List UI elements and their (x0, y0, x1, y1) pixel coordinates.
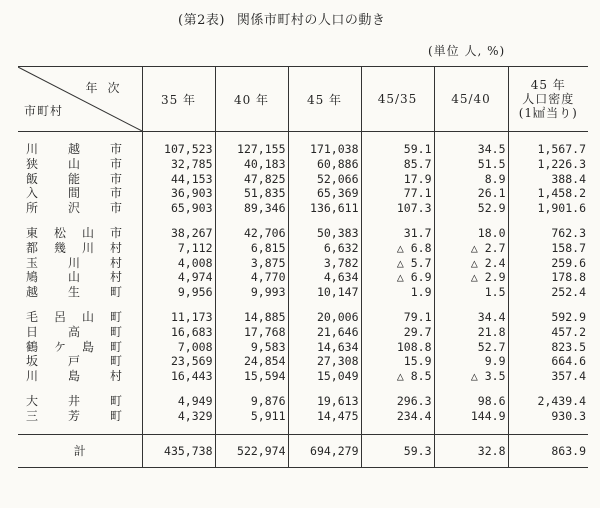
value-cell: 24,854 (215, 354, 288, 369)
total-value-cell: 32.8 (434, 434, 508, 467)
value-cell: 664.6 (508, 354, 588, 369)
spacer-cell (288, 424, 361, 435)
spacer-cell (361, 424, 434, 435)
spacer-cell (142, 424, 215, 435)
value-cell: 4,770 (215, 270, 288, 285)
value-cell: 17.9 (361, 172, 434, 187)
table-row (18, 226, 588, 241)
spacer-cell (288, 300, 361, 310)
municipality-name (18, 340, 122, 355)
value-cell: 178.8 (508, 270, 588, 285)
table-row (18, 310, 588, 325)
spacer-cell (215, 216, 288, 226)
municipality-cell (18, 409, 142, 424)
spacer-cell (142, 384, 215, 394)
municipality-char: 町 (109, 408, 122, 423)
spacer-cell (215, 384, 288, 394)
value-cell: 16,683 (142, 325, 215, 340)
value-cell: 7,112 (142, 241, 215, 256)
municipality-char: 所 (26, 201, 39, 216)
spacer-row (18, 300, 588, 310)
municipality-char: 町 (109, 324, 122, 339)
value-cell: △ 8.5 (361, 369, 434, 384)
value-cell: 23,569 (142, 354, 215, 369)
municipality-cell (18, 369, 142, 384)
municipality-char: 鶴 (26, 339, 39, 354)
spacer-cell (361, 300, 434, 310)
value-cell: 296.3 (361, 394, 434, 409)
value-cell: 171,038 (288, 142, 361, 157)
municipality-char: 町 (109, 309, 122, 324)
table-row (18, 354, 588, 369)
municipality-name (18, 409, 122, 424)
spacer-cell (142, 132, 215, 143)
spacer-cell (288, 384, 361, 394)
municipality-char: 井 (67, 393, 80, 408)
municipality-name (18, 394, 122, 409)
municipality-char: 村 (109, 369, 122, 384)
value-cell: 9.9 (434, 354, 508, 369)
municipality-char: 都 (26, 240, 39, 255)
value-cell: 1,226.3 (508, 157, 588, 172)
value-cell: 1.9 (361, 285, 434, 300)
value-cell: 60,886 (288, 157, 361, 172)
spacer-cell (18, 300, 142, 310)
value-cell: 252.4 (508, 285, 588, 300)
total-value-cell: 694,279 (288, 434, 361, 467)
municipality-char: 山 (81, 309, 94, 324)
value-cell: △ 2.4 (434, 256, 508, 271)
value-cell: 14,885 (215, 310, 288, 325)
value-cell: 4,949 (142, 394, 215, 409)
municipality-char: 越 (67, 142, 80, 156)
municipality-cell (18, 354, 142, 369)
value-cell: 79.1 (361, 310, 434, 325)
value-cell: △ 6.8 (361, 241, 434, 256)
spacer-row (18, 216, 588, 226)
value-cell: 40,183 (215, 157, 288, 172)
col-header-ratio-45-35: 45/35 (361, 67, 434, 132)
value-cell: 52,066 (288, 172, 361, 187)
value-cell: 1,901.6 (508, 201, 588, 216)
municipality-char: 市 (109, 201, 122, 216)
municipality-char: 島 (81, 339, 94, 354)
density-label: 人口密度 (522, 92, 575, 106)
municipality-name (18, 325, 122, 340)
value-cell: 51.5 (434, 157, 508, 172)
municipality-name (18, 142, 122, 157)
table-row (18, 142, 588, 157)
value-cell: △ 2.7 (434, 241, 508, 256)
header-row (18, 67, 588, 132)
municipality-char: 市 (109, 171, 122, 186)
municipality-char: 狭 (26, 156, 39, 171)
spacer-cell (434, 384, 508, 394)
value-cell: 21.8 (434, 325, 508, 340)
municipality-cell (18, 285, 142, 300)
municipality-char: 市 (109, 142, 122, 156)
value-cell: 259.6 (508, 256, 588, 271)
municipality-cell (18, 394, 142, 409)
value-cell: 6,815 (215, 241, 288, 256)
spacer-cell (18, 384, 142, 394)
value-cell: 20,006 (288, 310, 361, 325)
municipality-char: 市 (109, 186, 122, 201)
municipality-char: 川 (67, 255, 80, 270)
col-header-1965: 40 年 (215, 67, 288, 132)
municipality-char: 坂 (26, 354, 39, 369)
table-number: (第2表) (178, 13, 225, 28)
value-cell: 762.3 (508, 226, 588, 241)
table-row (18, 270, 588, 285)
value-cell: 21,646 (288, 325, 361, 340)
spacer-cell (215, 132, 288, 143)
value-cell: 9,583 (215, 340, 288, 355)
value-cell: 15.9 (361, 354, 434, 369)
municipality-char: 三 (26, 408, 39, 423)
municipality-char: 芳 (67, 408, 80, 423)
unit-note: (単位 人, %) (428, 44, 506, 58)
municipality-cell (18, 157, 142, 172)
table-row (18, 340, 588, 355)
table-row (18, 256, 588, 271)
value-cell: 89,346 (215, 201, 288, 216)
value-cell: 51,835 (215, 186, 288, 201)
municipality-char: 村 (109, 240, 122, 255)
value-cell: 9,956 (142, 285, 215, 300)
spacer-cell (434, 424, 508, 435)
municipality-char: 高 (67, 324, 80, 339)
value-cell: 52.9 (434, 201, 508, 216)
col-header-ratio-45-40: 45/40 (434, 67, 508, 132)
municipality-char: 幾 (53, 240, 66, 255)
table-row (18, 325, 588, 340)
spacer-row (18, 384, 588, 394)
value-cell: 4,008 (142, 256, 215, 271)
municipality-char: 川 (26, 369, 39, 384)
municipality-cell (18, 186, 142, 201)
value-cell: 47,825 (215, 172, 288, 187)
spacer-cell (508, 216, 588, 226)
col-header-density (508, 67, 588, 132)
value-cell: 65,369 (288, 186, 361, 201)
value-cell: 108.8 (361, 340, 434, 355)
municipality-cell (18, 270, 142, 285)
value-cell: 32,785 (142, 157, 215, 172)
table-row (18, 409, 588, 424)
municipality-char: 沢 (67, 201, 80, 216)
value-cell: 5,911 (215, 409, 288, 424)
value-cell: 98.6 (434, 394, 508, 409)
value-cell: △ 6.9 (361, 270, 434, 285)
municipality-cell (18, 172, 142, 187)
value-cell: 19,613 (288, 394, 361, 409)
spacer-cell (215, 424, 288, 435)
spacer-cell (18, 216, 142, 226)
municipality-char: ケ (53, 339, 66, 354)
municipality-name (18, 285, 122, 300)
total-value-cell: 59.3 (361, 434, 434, 467)
value-cell: 4,974 (142, 270, 215, 285)
value-cell: △ 5.7 (361, 256, 434, 271)
total-value-cell: 435,738 (142, 434, 215, 467)
value-cell: 592.9 (508, 310, 588, 325)
municipality-name (18, 186, 122, 201)
municipality-char: 村 (109, 255, 122, 270)
municipality-char: 生 (67, 285, 80, 300)
total-value-cell: 522,974 (215, 434, 288, 467)
municipality-char: 飯 (26, 171, 39, 186)
value-cell: 3,875 (215, 256, 288, 271)
value-cell: 44,153 (142, 172, 215, 187)
municipality-char: 町 (109, 339, 122, 354)
spacer-cell (142, 216, 215, 226)
table-row (18, 285, 588, 300)
corner-year-label: 年次 (85, 81, 130, 95)
value-cell: 85.7 (361, 157, 434, 172)
spacer-cell (18, 132, 142, 143)
value-cell: 8.9 (434, 172, 508, 187)
table-title (178, 9, 385, 28)
spacer-cell (288, 216, 361, 226)
value-cell: 7,008 (142, 340, 215, 355)
table-caption: 関係市町村の人口の動き (236, 13, 386, 28)
table-body (18, 132, 588, 468)
spacer-row (18, 132, 588, 143)
spacer-cell (288, 132, 361, 143)
spacer-cell (508, 384, 588, 394)
value-cell: 59.1 (361, 142, 434, 157)
municipality-char: 入 (26, 186, 39, 201)
table-row (18, 369, 588, 384)
municipality-char: 能 (67, 171, 80, 186)
population-table (18, 66, 588, 468)
municipality-char: 毛 (26, 309, 39, 324)
spacer-cell (434, 132, 508, 143)
spacer-cell (361, 384, 434, 394)
spacer-cell (508, 300, 588, 310)
value-cell: △ 2.9 (434, 270, 508, 285)
value-cell: 1,458.2 (508, 186, 588, 201)
value-cell: 9,876 (215, 394, 288, 409)
value-cell: 34.4 (434, 310, 508, 325)
municipality-name (18, 201, 122, 216)
value-cell: 27,308 (288, 354, 361, 369)
spacer-cell (434, 216, 508, 226)
municipality-cell (18, 241, 142, 256)
value-cell: 136,611 (288, 201, 361, 216)
municipality-name (18, 354, 122, 369)
table-row (18, 241, 588, 256)
municipality-char: 大 (26, 393, 39, 408)
municipality-char: 山 (67, 156, 80, 171)
value-cell: 50,383 (288, 226, 361, 241)
value-cell: 823.5 (508, 340, 588, 355)
total-value-cell: 863.9 (508, 434, 588, 467)
municipality-char: 戸 (67, 354, 80, 369)
value-cell: 6,632 (288, 241, 361, 256)
municipality-char: 市 (109, 225, 122, 240)
value-cell: 10,147 (288, 285, 361, 300)
table-row (18, 201, 588, 216)
spacer-cell (361, 132, 434, 143)
table-row (18, 186, 588, 201)
municipality-cell (18, 226, 142, 241)
total-row (18, 434, 588, 467)
value-cell: △ 3.5 (434, 369, 508, 384)
value-cell: 29.7 (361, 325, 434, 340)
spacer-cell (361, 216, 434, 226)
municipality-char: 町 (109, 285, 122, 300)
municipality-name (18, 256, 122, 271)
table-row (18, 157, 588, 172)
value-cell: 14,475 (288, 409, 361, 424)
value-cell: 31.7 (361, 226, 434, 241)
value-cell: 42,706 (215, 226, 288, 241)
municipality-char: 鳩 (26, 270, 39, 285)
municipality-char: 呂 (53, 309, 66, 324)
municipality-char: 町 (109, 354, 122, 369)
municipality-char: 東 (26, 225, 39, 240)
value-cell: 4,634 (288, 270, 361, 285)
value-cell: 457.2 (508, 325, 588, 340)
municipality-char: 市 (109, 156, 122, 171)
value-cell: 16,443 (142, 369, 215, 384)
spacer-cell (508, 424, 588, 435)
municipality-cell (18, 340, 142, 355)
municipality-char: 村 (109, 270, 122, 285)
value-cell: 17,768 (215, 325, 288, 340)
municipality-char: 川 (81, 240, 94, 255)
value-cell: 26.1 (434, 186, 508, 201)
municipality-cell (18, 310, 142, 325)
value-cell: 144.9 (434, 409, 508, 424)
value-cell: 388.4 (508, 172, 588, 187)
value-cell: 3,782 (288, 256, 361, 271)
density-unit: (1㎢当り) (518, 106, 578, 120)
corner-header (18, 67, 142, 132)
municipality-char: 日 (26, 324, 39, 339)
spacer-cell (215, 300, 288, 310)
municipality-name (18, 369, 122, 384)
value-cell: 14,634 (288, 340, 361, 355)
municipality-name (18, 172, 122, 187)
value-cell: 357.4 (508, 369, 588, 384)
spacer-cell (18, 424, 142, 435)
value-cell: 36,903 (142, 186, 215, 201)
municipality-char: 山 (67, 270, 80, 285)
municipality-char: 川 (26, 142, 39, 156)
density-year: 45 年 (530, 78, 566, 92)
value-cell: 11,173 (142, 310, 215, 325)
value-cell: 127,155 (215, 142, 288, 157)
col-header-1960: 35 年 (142, 67, 215, 132)
municipality-char: 玉 (26, 255, 39, 270)
value-cell: 930.3 (508, 409, 588, 424)
value-cell: 4,329 (142, 409, 215, 424)
value-cell: 15,594 (215, 369, 288, 384)
table-row (18, 394, 588, 409)
corner-diagonal (18, 67, 142, 131)
spacer-cell (508, 132, 588, 143)
table-row (18, 172, 588, 187)
municipality-char: 間 (67, 186, 80, 201)
value-cell: 2,439.4 (508, 394, 588, 409)
municipality-char: 松 (53, 225, 66, 240)
value-cell: 34.5 (434, 142, 508, 157)
total-label: 計 (18, 434, 142, 467)
value-cell: 15,049 (288, 369, 361, 384)
municipality-char: 越 (26, 285, 39, 300)
municipality-name (18, 241, 122, 256)
municipality-char: 町 (109, 393, 122, 408)
value-cell: 18.0 (434, 226, 508, 241)
value-cell: 52.7 (434, 340, 508, 355)
municipality-name (18, 310, 122, 325)
municipality-cell (18, 201, 142, 216)
value-cell: 107,523 (142, 142, 215, 157)
value-cell: 9,993 (215, 285, 288, 300)
spacer-cell (142, 300, 215, 310)
value-cell: 158.7 (508, 241, 588, 256)
value-cell: 234.4 (361, 409, 434, 424)
municipality-name (18, 270, 122, 285)
value-cell: 38,267 (142, 226, 215, 241)
value-cell: 1,567.7 (508, 142, 588, 157)
value-cell: 107.3 (361, 201, 434, 216)
municipality-name (18, 157, 122, 172)
municipality-cell (18, 142, 142, 157)
municipality-cell (18, 325, 142, 340)
col-header-1970: 45 年 (288, 67, 361, 132)
value-cell: 65,903 (142, 201, 215, 216)
municipality-cell (18, 256, 142, 271)
municipality-name (18, 226, 122, 241)
value-cell: 77.1 (361, 186, 434, 201)
corner-municipality-label: 市町村 (24, 104, 64, 118)
municipality-char: 山 (81, 225, 94, 240)
value-cell: 1.5 (434, 285, 508, 300)
municipality-char: 島 (67, 369, 80, 384)
spacer-cell (434, 300, 508, 310)
spacer-row (18, 424, 588, 435)
